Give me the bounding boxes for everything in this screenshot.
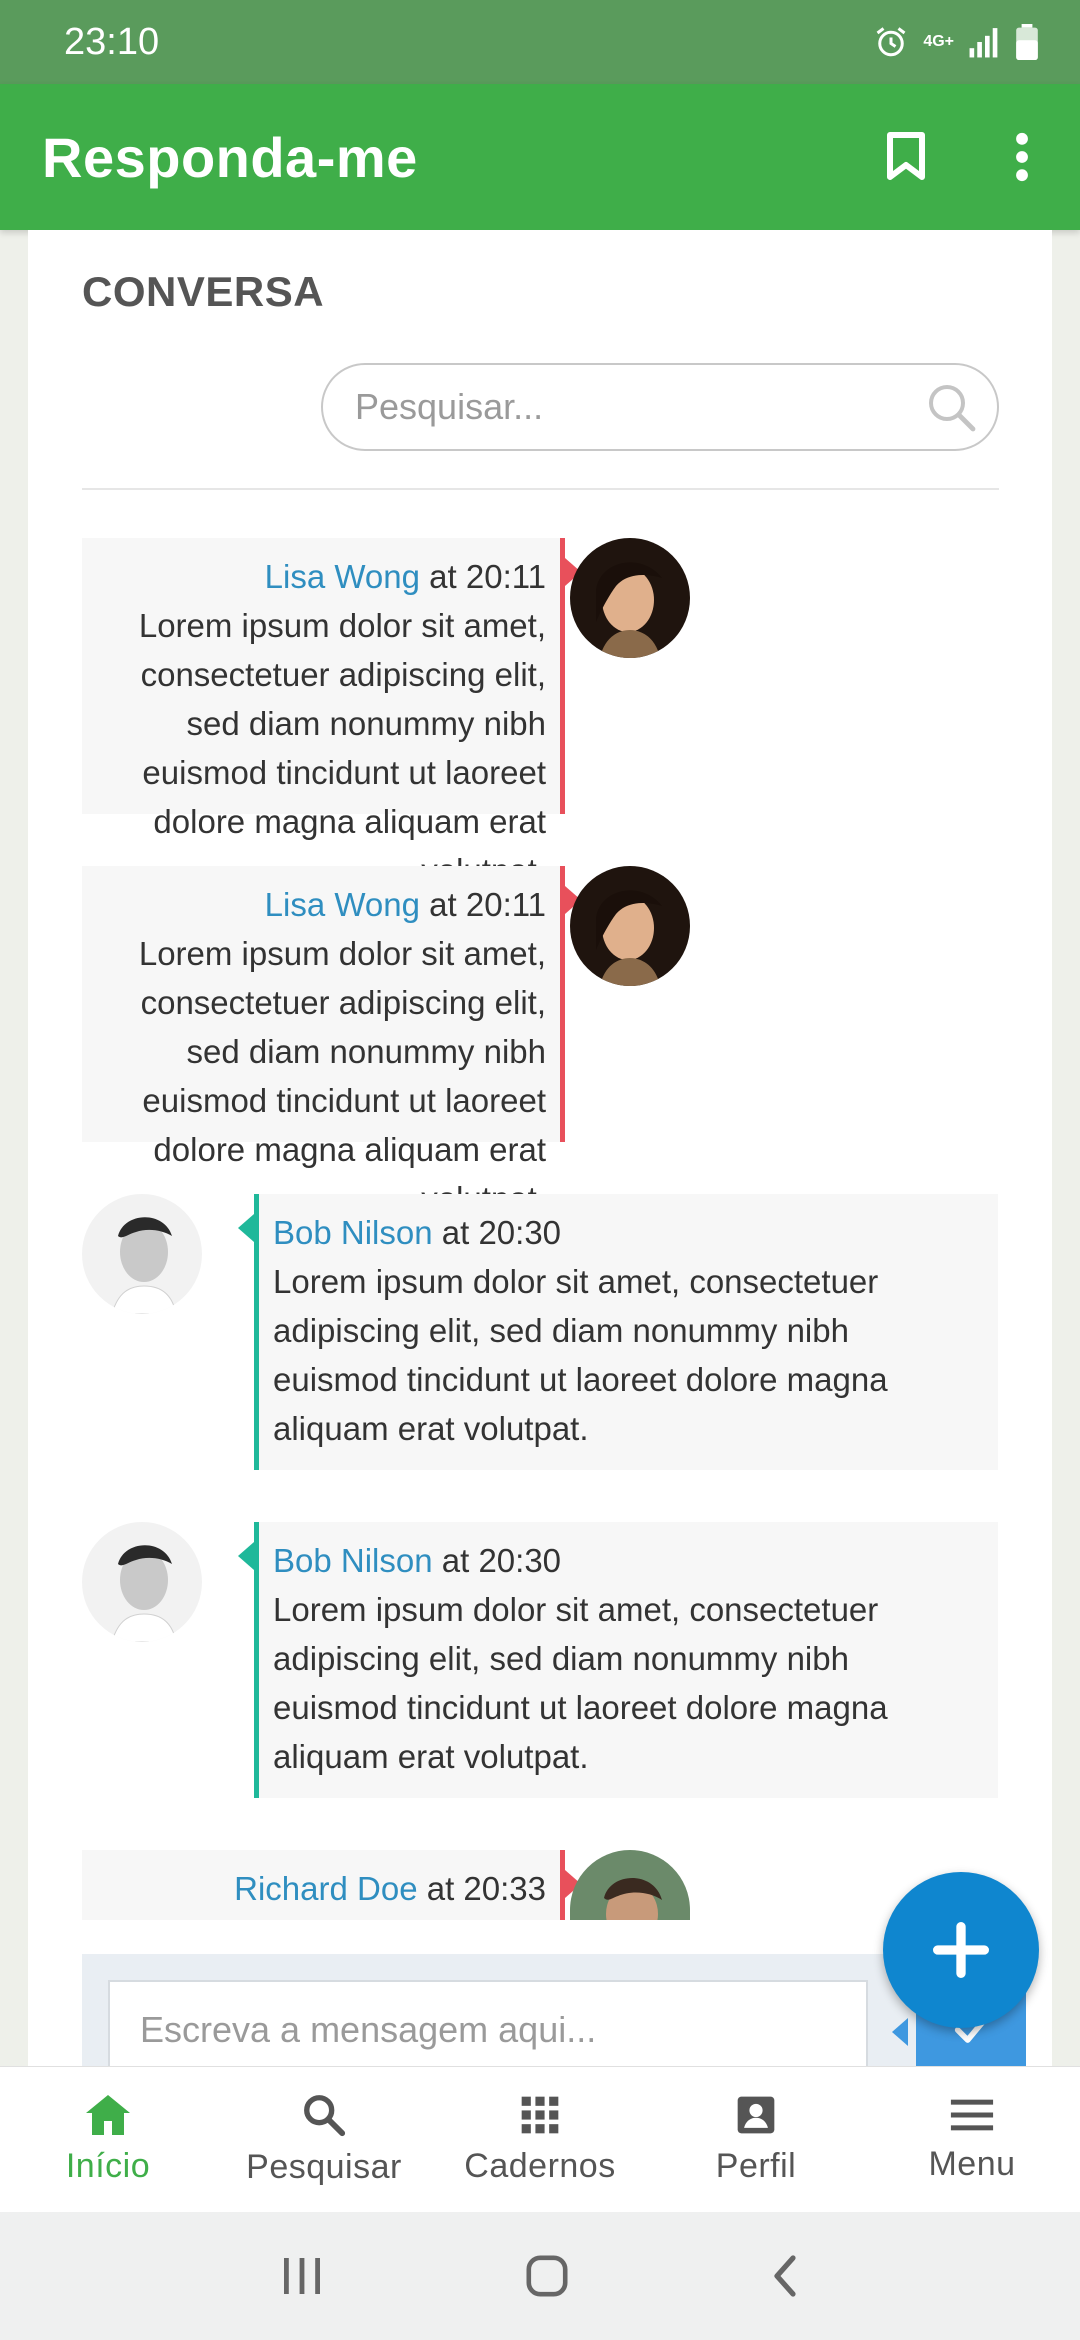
avatar-bob-nilson xyxy=(82,1194,202,1314)
system-nav-bar xyxy=(0,2212,1080,2340)
message-header xyxy=(122,1864,546,1913)
avatar-lisa-wong xyxy=(570,538,690,658)
search-icon xyxy=(301,2092,347,2138)
message-input[interactable] xyxy=(108,1980,868,2070)
message-bubble xyxy=(82,866,565,1168)
recent-apps-icon[interactable] xyxy=(280,2256,324,2296)
message-author[interactable]: Bob Nilson xyxy=(273,1542,433,1579)
app-bar xyxy=(0,84,1080,230)
message-time: at 20:30 xyxy=(432,1214,562,1251)
more-vert-icon xyxy=(1015,132,1029,182)
message-time: at 20:11 xyxy=(420,558,546,595)
network-label: 4G+ xyxy=(923,33,954,50)
profile-icon xyxy=(734,2093,778,2137)
battery-icon xyxy=(1016,24,1038,60)
app-title: Responda-me xyxy=(42,125,418,189)
message-author[interactable]: Richard Doe xyxy=(234,1870,418,1907)
bookmark-icon xyxy=(884,131,928,183)
message-author[interactable]: Bob Nilson xyxy=(273,1214,433,1251)
grid-icon xyxy=(518,2093,562,2137)
avatar[interactable] xyxy=(82,1194,202,1314)
nav-label: Pesquisar xyxy=(246,2148,402,2186)
search-input[interactable] xyxy=(355,386,925,428)
alarm-icon xyxy=(873,24,909,60)
avatar-lisa-wong xyxy=(570,866,690,986)
section-title: CONVERSA xyxy=(82,268,325,315)
message-bubble xyxy=(254,1194,998,1470)
avatar[interactable] xyxy=(570,866,690,986)
status-time: 23:10 xyxy=(64,20,160,63)
nav-label: Perfil xyxy=(715,2147,797,2185)
compose-area xyxy=(82,1954,999,2070)
bubble-pointer xyxy=(238,1214,254,1242)
nav-item-menu[interactable] xyxy=(864,2067,1080,2212)
message-text: Lorem ipsum dolor sit amet, consectetuer adipiscing elit, sed diam nonummy nibh euismod tincidunt ut laoreet dolore magna aliquam erat volutpat. xyxy=(273,1591,888,1775)
more-options-button[interactable] xyxy=(992,127,1052,187)
nav-item-perfil[interactable] xyxy=(648,2067,864,2212)
message-item xyxy=(28,866,1052,1168)
message-time: at 20:30 xyxy=(432,1542,562,1579)
avatar[interactable] xyxy=(570,538,690,658)
message-time: at 20:11 xyxy=(420,886,546,923)
send-pointer xyxy=(892,2018,908,2046)
divider xyxy=(82,488,999,490)
message-item xyxy=(28,538,1052,840)
conversation-card xyxy=(28,230,1052,2070)
message-item xyxy=(28,1194,1052,1474)
nav-item-pesquisar[interactable] xyxy=(216,2067,432,2212)
app-actions xyxy=(876,127,1052,187)
avatar-richard-doe xyxy=(570,1850,690,1920)
message-bubble xyxy=(82,538,565,840)
message-bubble xyxy=(82,1850,565,1920)
nav-item-inicio[interactable] xyxy=(0,2067,216,2212)
message-header xyxy=(273,1208,958,1257)
home-icon xyxy=(84,2093,132,2137)
avatar[interactable] xyxy=(570,1850,690,1920)
message-bubble xyxy=(254,1522,998,1798)
menu-icon xyxy=(949,2095,995,2135)
message-text: Lorem ipsum dolor sit amet, consectetuer adipiscing elit, sed diam nonummy nibh euismod tincidunt ut laoreet dolore magna aliquam erat xyxy=(138,935,546,1168)
message-header xyxy=(273,1536,958,1585)
add-fab-button[interactable] xyxy=(883,1872,1039,2028)
avatar-bob-nilson xyxy=(82,1522,202,1642)
nav-label: Menu xyxy=(928,2145,1016,2183)
search-box xyxy=(321,363,999,451)
bubble-pointer xyxy=(238,1542,254,1570)
nav-label: Início xyxy=(65,2147,151,2185)
message-author[interactable]: Lisa Wong xyxy=(264,558,420,595)
status-icons xyxy=(873,24,1038,60)
message-item xyxy=(28,1522,1052,1802)
back-icon[interactable] xyxy=(770,2254,800,2298)
status-bar xyxy=(0,0,1080,84)
message-header xyxy=(122,552,546,601)
bottom-nav xyxy=(0,2066,1080,2212)
signal-icon xyxy=(968,26,1002,58)
home-button-icon[interactable] xyxy=(524,2253,570,2299)
avatar[interactable] xyxy=(82,1522,202,1642)
message-author[interactable]: Lisa Wong xyxy=(264,886,420,923)
bookmark-button[interactable] xyxy=(876,127,936,187)
message-time: at 20:33 xyxy=(417,1870,546,1907)
message-text: Lorem ipsum dolor sit amet, consectetuer adipiscing elit, sed diam nonummy nibh euismod tincidunt ut laoreet dolore magna aliquam erat xyxy=(138,607,546,840)
search-icon[interactable] xyxy=(925,381,977,433)
message-text: Lorem ipsum dolor sit amet, consectetuer adipiscing elit, sed diam nonummy nibh euismod tincidunt ut laoreet dolore magna aliquam erat volutpat. xyxy=(273,1263,888,1447)
message-header xyxy=(122,880,546,929)
plus-icon xyxy=(933,1922,989,1978)
nav-item-cadernos[interactable] xyxy=(432,2067,648,2212)
nav-label: Cadernos xyxy=(464,2147,616,2185)
